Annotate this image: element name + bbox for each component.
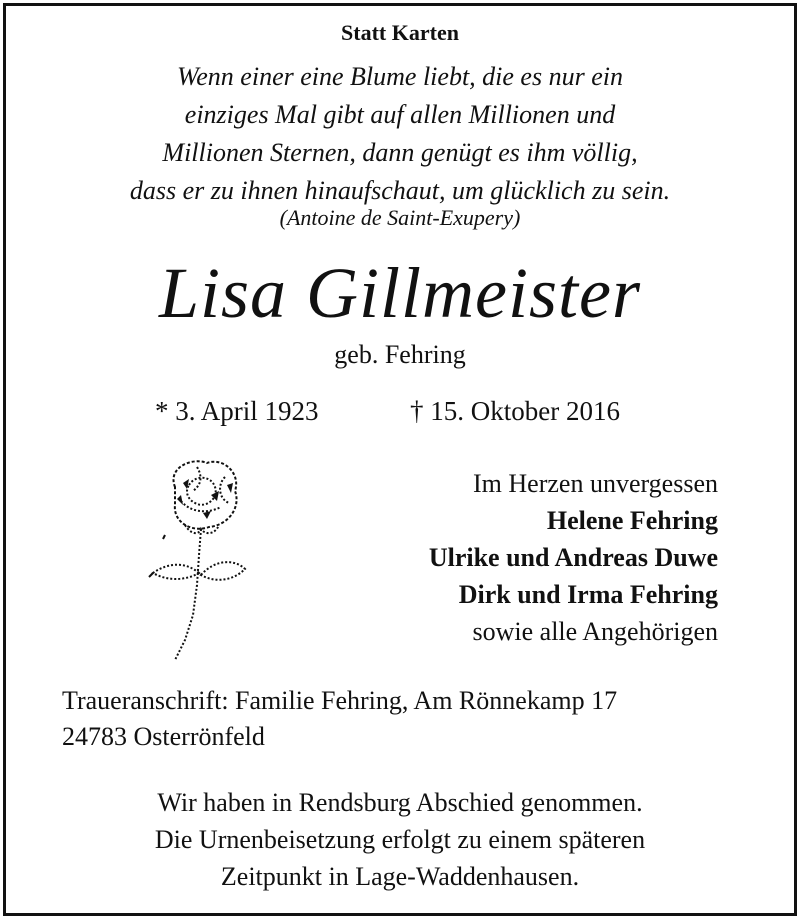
quote-line: einziges Mal gibt auf allen Millionen und bbox=[184, 100, 616, 129]
closing-line: Zeitpunkt in Lage-Waddenhausen. bbox=[220, 862, 580, 891]
address-line: Traueranschrift: Familie Fehring, Am Rönnekamp 17 bbox=[62, 686, 618, 715]
mourners-intro: Im Herzen unvergessen bbox=[473, 469, 718, 498]
death-date: † 15. Oktober 2016 bbox=[410, 396, 620, 426]
quote-line: dass er zu ihnen hinaufschaut, um glücklich zu sein. bbox=[129, 176, 671, 205]
mourners-outro: sowie alle Angehörigen bbox=[472, 617, 718, 646]
mourners-block bbox=[429, 465, 718, 650]
address-line: 24783 Osterrönfeld bbox=[62, 722, 265, 751]
closing-line: Wir haben in Rendsburg Abschied genommen. bbox=[157, 788, 643, 817]
deceased-name: Lisa Gillmeister bbox=[158, 253, 642, 333]
quote-author: (Antoine de Saint-Exupery) bbox=[279, 205, 521, 230]
mourner-name: Helene Fehring bbox=[546, 506, 718, 535]
birth-date: * 3. April 1923 bbox=[155, 396, 319, 426]
maiden-name: geb. Fehring bbox=[334, 340, 466, 369]
mourning-address bbox=[62, 683, 617, 755]
quote-block bbox=[0, 58, 800, 210]
quote-line: Millionen Sternen, dann genügt es ihm völlig, bbox=[162, 138, 638, 167]
closing-line: Die Urnenbeisetzung erfolgt zu einem späteren bbox=[154, 825, 646, 854]
mourner-name: Ulrike und Andreas Duwe bbox=[428, 543, 718, 572]
header-statt-karten: Statt Karten bbox=[341, 20, 459, 45]
closing-text bbox=[0, 784, 800, 895]
mourner-name: Dirk und Irma Fehring bbox=[458, 580, 718, 609]
rose-icon bbox=[145, 455, 255, 665]
quote-line: Wenn einer eine Blume liebt, die es nur ein bbox=[177, 62, 623, 91]
